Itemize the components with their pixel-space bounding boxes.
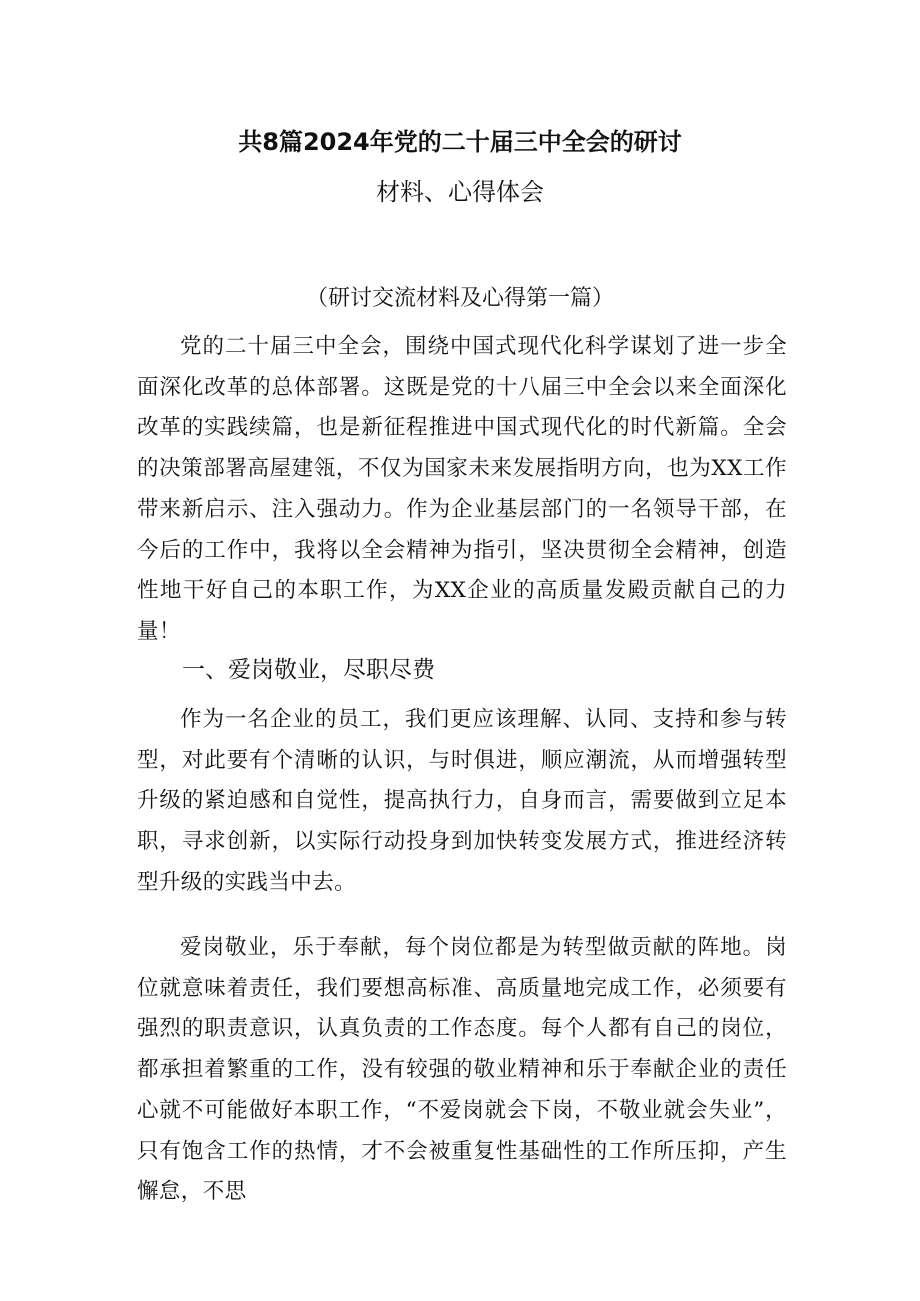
section-subtitle: （研讨交流材料及心得第一篇） (305, 286, 614, 311)
paragraph-body-1: 作为一名企业的员工，我们更应该理解、认同、支持和参与转型，对此要有个清晰的认识，与时俱进，顺应潮流，从而增强转型升级的紧迫感和自觉性，提高执行力，自身而言，需要做到立足本职，寻求创新，以实际行动投身到加快转变发展方式，推进经济转型升级的实践当中去。 (137, 707, 787, 895)
paragraph-intro: 党的二十届三中全会，围绕中国式现代化科学谋划了进一步全面深化改革的总体部署。这既是党的十八届三中全会以来全面深化改革的实践续篇，也是新征程推进中国式现代化的时代新篇。全会的决策部署高屋建瓴，不仅为国家未来发展指明方向，也为XX工作带来新启示、注入强动力。作为企业基层部门的一名领导干部，在今后的工作中，我将以全会精神为指引，坚决贯彻全会精神，创造性地干好自己的本职工作，为XX企业的高质量发殿贡献自己的力量！ (137, 334, 787, 644)
section-heading-1: 一、爱岗敬业，尽职尽费 (182, 657, 435, 683)
document-title-line2: 材料、心得体会 (376, 178, 544, 206)
document-title-line1: 共8篇2024年党的二十届三中全会的研讨 (238, 128, 682, 156)
paragraph-body-2: 爱岗敬业，乐于奉献，每个岗位都是为转型做贡献的阵地。岗位就意味着责任，我们要想高标准、高质量地完成工作，必须要有强烈的职责意识，认真负责的工作态度。每个人都有自己的岗位，都承担着繁重的工作，没有较强的敬业精神和乐于奉献企业的责任心就不可能做好本职工作，“不爱岗就会下岗，不敬业就会失业”，只有饱含工作的热情，才不会被重复性基础性的工作所压抑，产生懈怠，不思 (137, 935, 787, 1205)
